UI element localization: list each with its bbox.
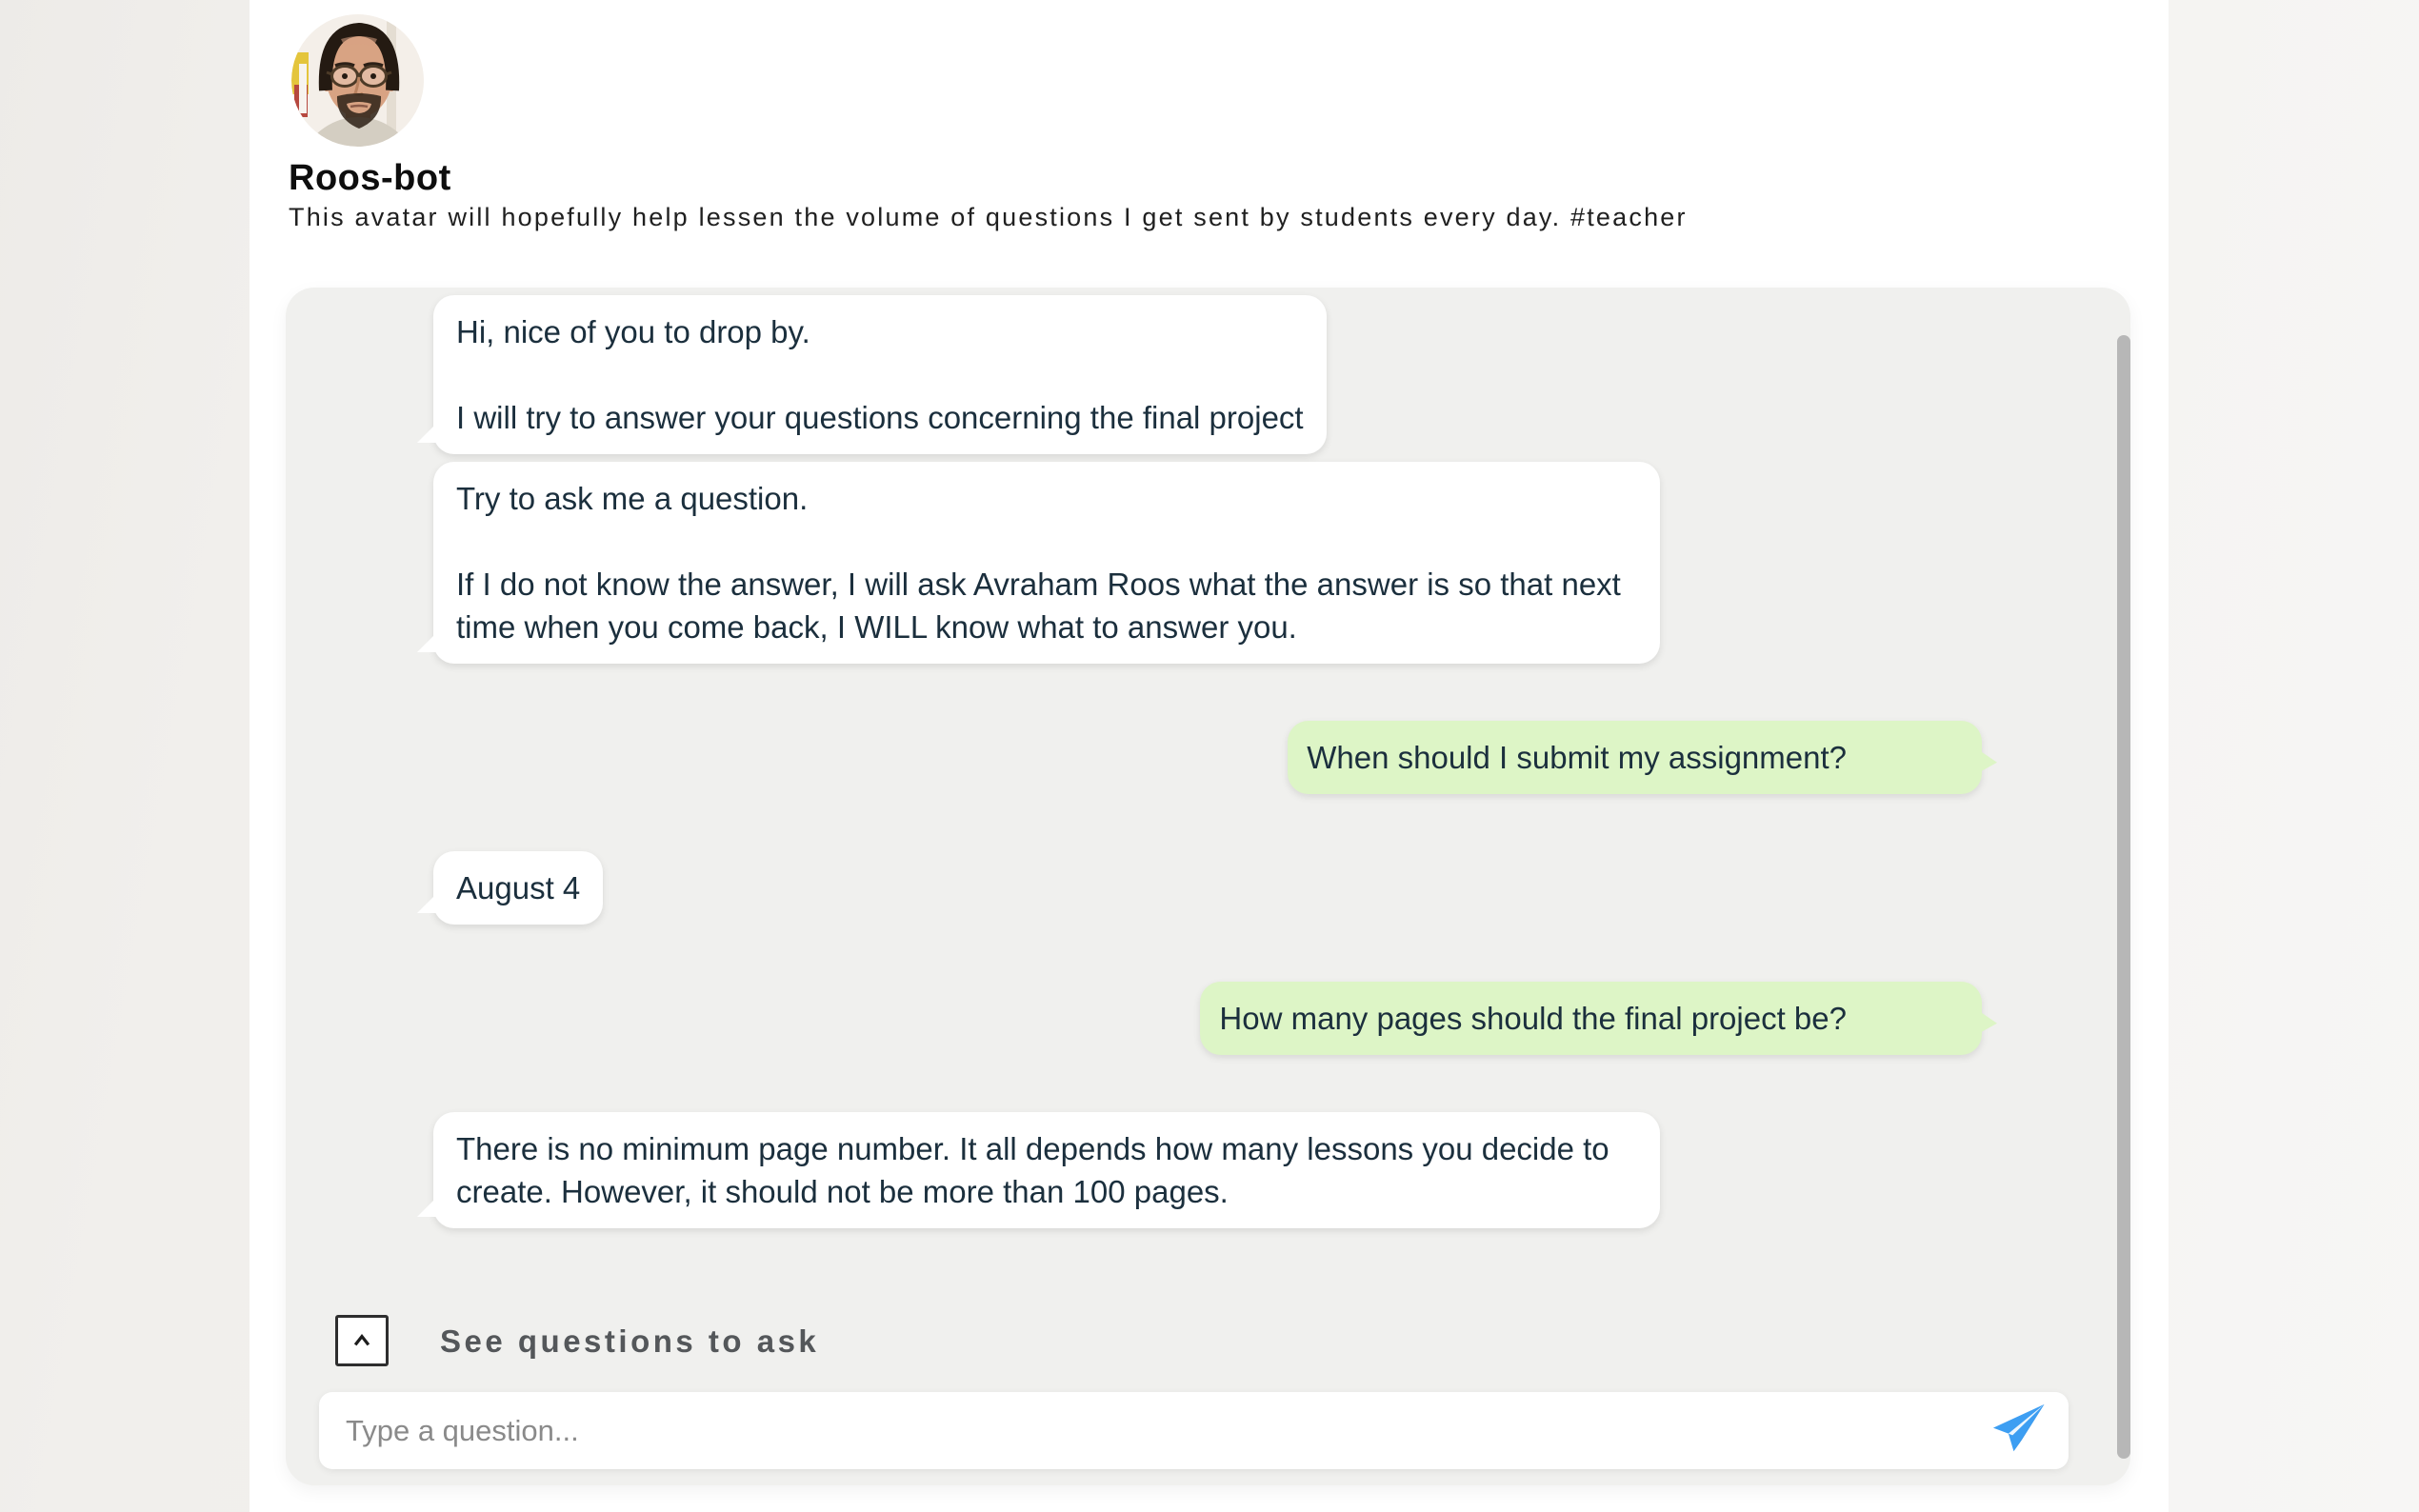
chat-message-bot: August 4 [433, 851, 603, 925]
chat-panel [286, 288, 2130, 1485]
chat-message-user: When should I submit my assignment? [1288, 721, 1982, 794]
chat-message-bot: There is no minimum page number. It all depends how many lessons you decide to create. However, it should not be more than 100 pages. [433, 1112, 1660, 1228]
send-button[interactable] [1990, 1400, 2048, 1461]
bot-name: Roos-bot [289, 158, 451, 198]
chat-message-user: How many pages should the final project be? [1200, 982, 1982, 1055]
content-card [250, 0, 2169, 1512]
see-questions-label[interactable]: See questions to ask [440, 1323, 820, 1359]
question-input[interactable] [319, 1392, 2069, 1469]
chat-message-bot: Hi, nice of you to drop by. I will try to answer your questions concerning the final project [433, 295, 1327, 454]
chevron-up-icon [348, 1326, 376, 1355]
bot-avatar [291, 14, 424, 147]
paper-plane-icon [1991, 1402, 2047, 1459]
question-input-bar [319, 1392, 2069, 1469]
chat-message-bot: Try to ask me a question. If I do not know the answer, I will ask Avraham Roos what the answer is so that next time when you come back, I WILL know what to answer you. [433, 462, 1660, 664]
chat-scrollbar[interactable] [2117, 335, 2130, 1459]
avatar-portrait-image [291, 14, 424, 147]
bot-tagline: This avatar will hopefully help lessen the volume of questions I get sent by students every day. #teacher [289, 203, 1688, 231]
message-list [286, 288, 2130, 1228]
see-questions-toggle[interactable] [335, 1315, 389, 1366]
